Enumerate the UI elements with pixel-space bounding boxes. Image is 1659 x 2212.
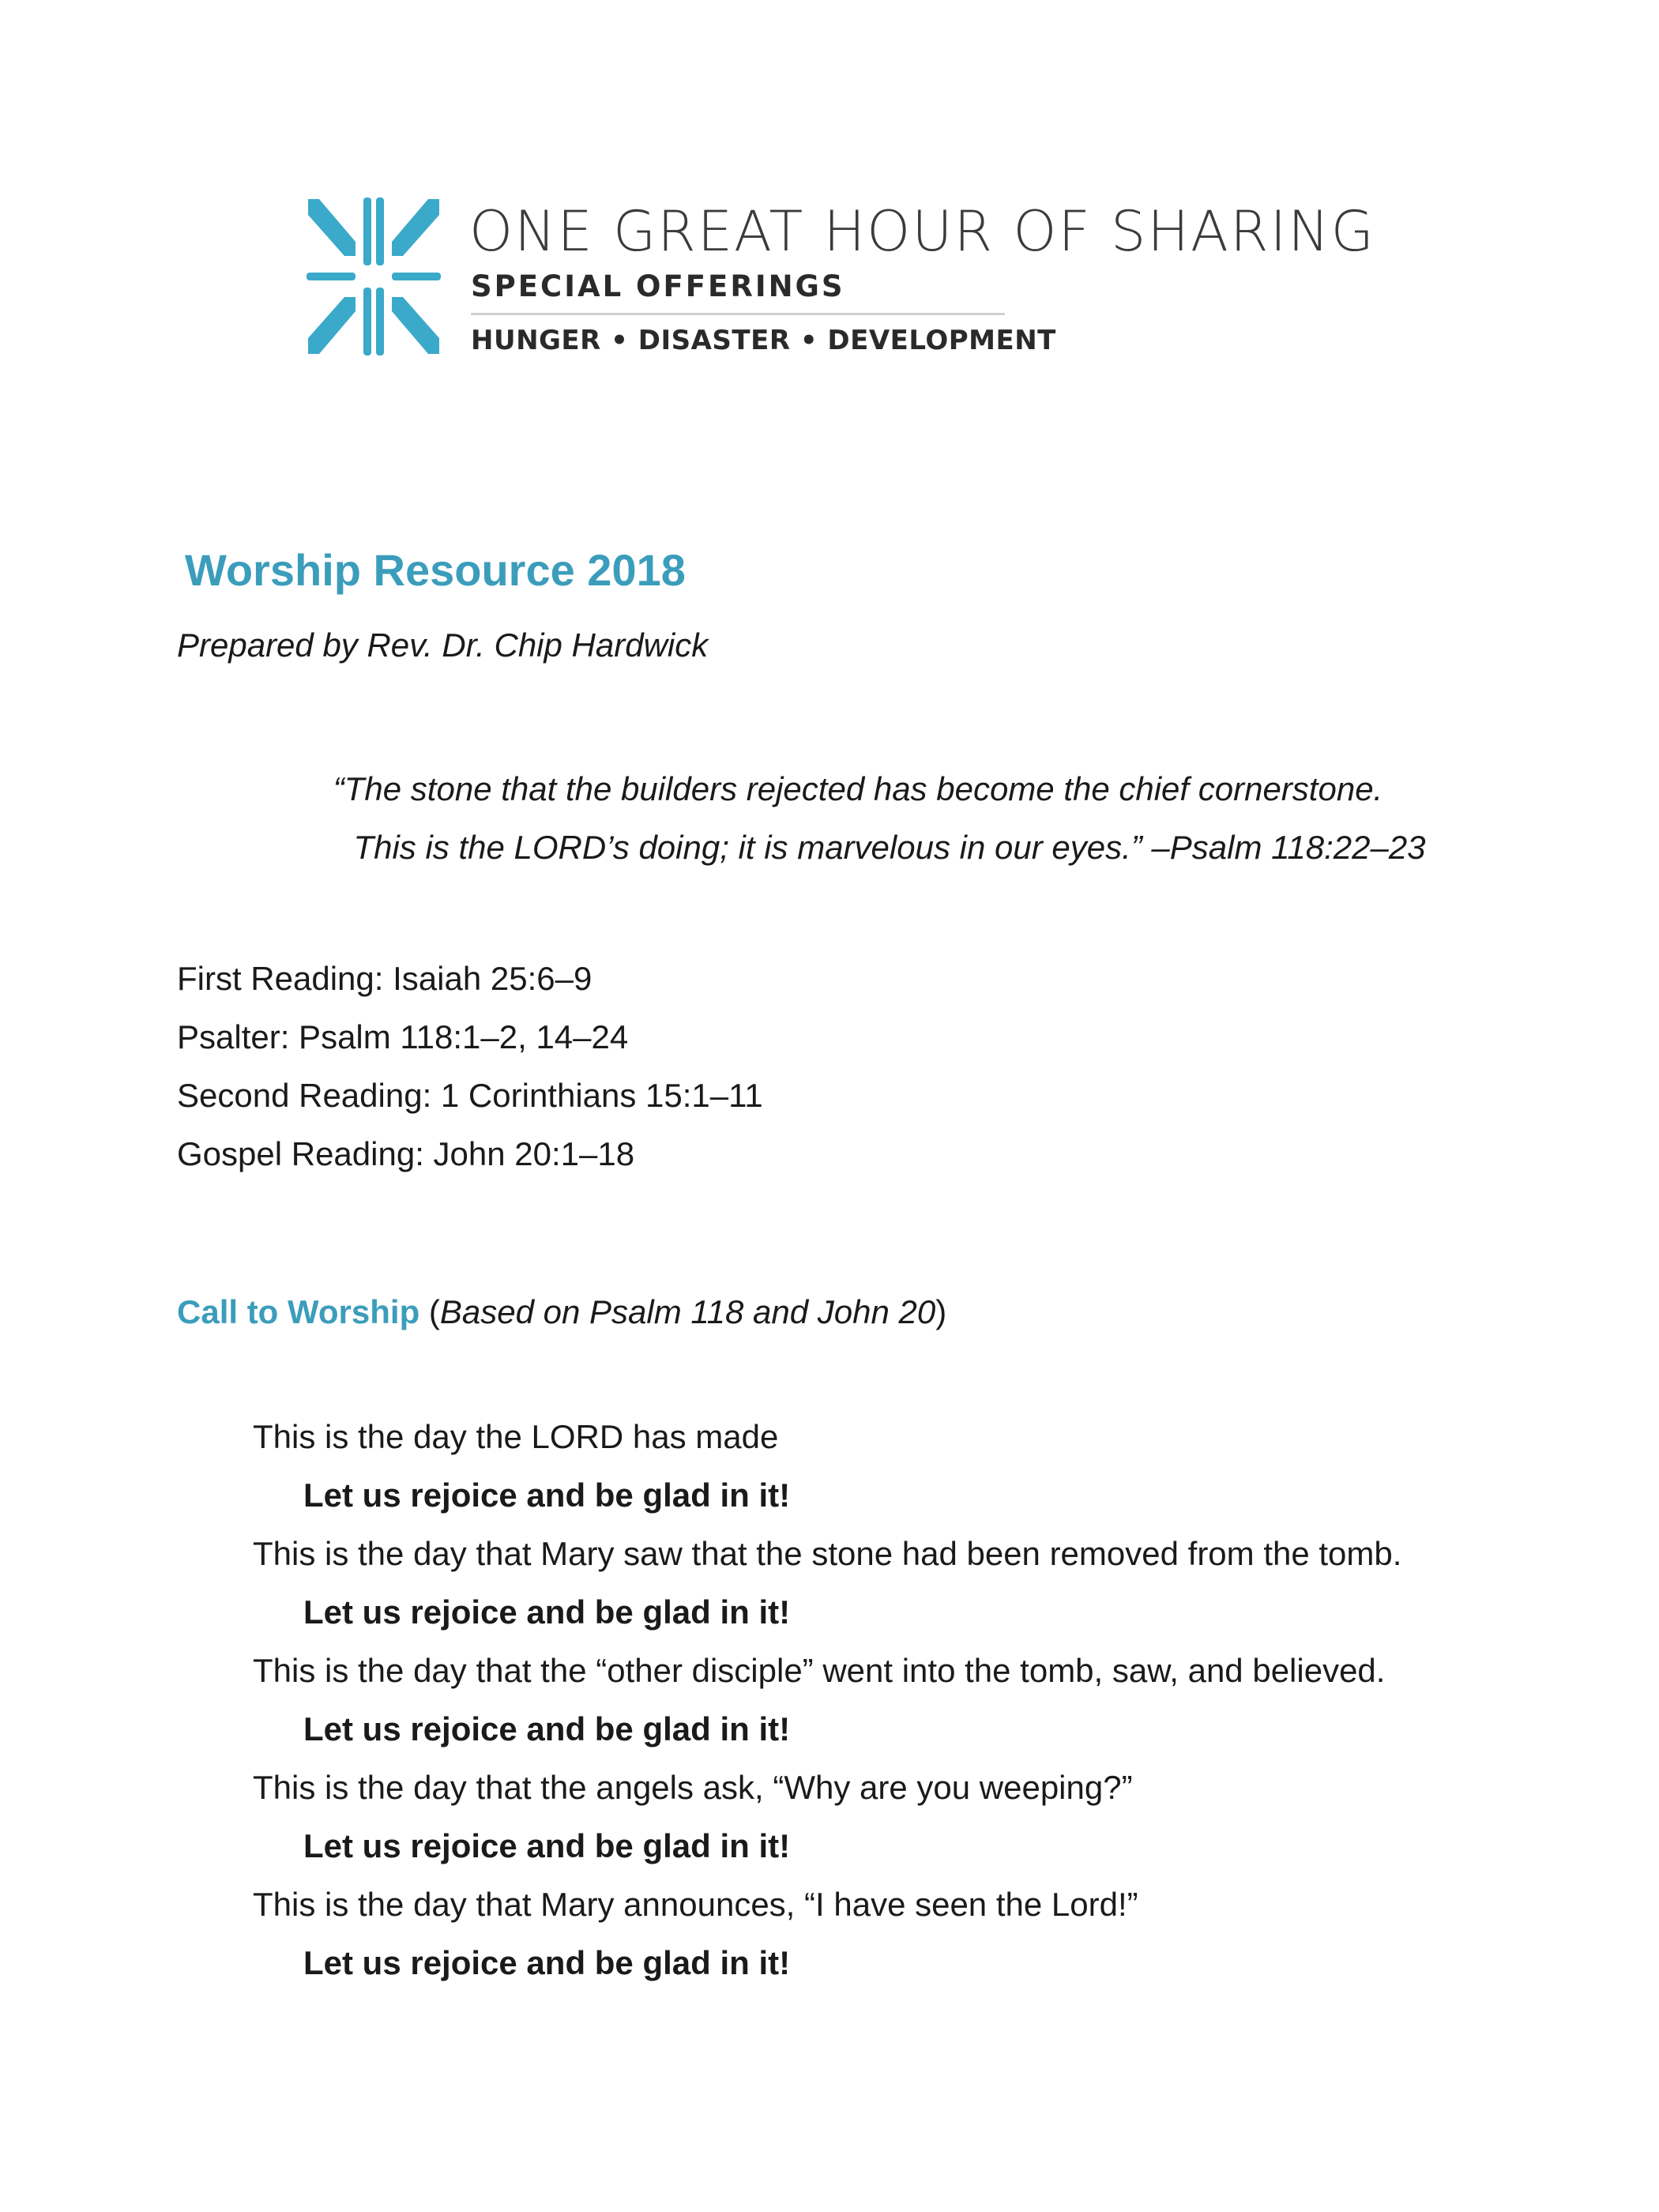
leader-line: This is the day that Mary announces, “I have seen the Lord!” bbox=[253, 1886, 1138, 1923]
page-title: Worship Resource 2018 bbox=[185, 545, 686, 595]
cross-logo-icon bbox=[307, 198, 441, 356]
reading-second: Second Reading: 1 Corinthians 15:1–11 bbox=[177, 1077, 763, 1114]
response-line: Let us rejoice and be glad in it! bbox=[303, 1477, 791, 1514]
leader-line: This is the day the LORD has made bbox=[253, 1418, 779, 1455]
readings-list bbox=[177, 950, 763, 1183]
logo bbox=[307, 198, 1375, 363]
logo-divider bbox=[471, 313, 1005, 315]
response-line: Let us rejoice and be glad in it! bbox=[303, 1710, 791, 1747]
response-line: Let us rejoice and be glad in it! bbox=[303, 1593, 791, 1631]
call-to-worship-note: Based on Psalm 118 and John 20 bbox=[439, 1293, 936, 1330]
epigraph-line-1: “The stone that the builders rejected has become the chief cornerstone. bbox=[333, 770, 1383, 807]
reading-gospel: Gospel Reading: John 20:1–18 bbox=[177, 1135, 635, 1172]
epigraph-line-2: This is the LORD’s doing; it is marvelous in our eyes.” –Psalm 118:22–23 bbox=[353, 829, 1426, 866]
byline: Prepared by Rev. Dr. Chip Hardwick bbox=[177, 626, 709, 664]
call-to-worship-title: Call to Worship bbox=[177, 1293, 420, 1330]
logo-title: ONE GREAT HOUR OF SHARING bbox=[469, 199, 1375, 264]
leader-line: This is the day that Mary saw that the stone had been removed from the tomb. bbox=[253, 1535, 1402, 1572]
leader-line: This is the day that the angels ask, “Why are you weeping?” bbox=[253, 1769, 1133, 1806]
response-line: Let us rejoice and be glad in it! bbox=[303, 1827, 791, 1864]
response-line: Let us rejoice and be glad in it! bbox=[303, 1944, 791, 1981]
reading-psalter: Psalter: Psalm 118:1–2, 14–24 bbox=[177, 1018, 629, 1055]
reading-first: First Reading: Isaiah 25:6–9 bbox=[177, 960, 592, 997]
litany-list bbox=[253, 1408, 1401, 1992]
call-note-open: ( bbox=[419, 1293, 440, 1330]
logo-subtitle: SPECIAL OFFERINGS bbox=[471, 269, 845, 303]
logo-tagline: HUNGER • DISASTER • DEVELOPMENT bbox=[471, 325, 1056, 356]
leader-line: This is the day that the “other disciple” went into the tomb, saw, and believed. bbox=[253, 1652, 1386, 1689]
call-to-worship-heading bbox=[177, 1293, 947, 1330]
call-note-close: ) bbox=[935, 1293, 947, 1330]
